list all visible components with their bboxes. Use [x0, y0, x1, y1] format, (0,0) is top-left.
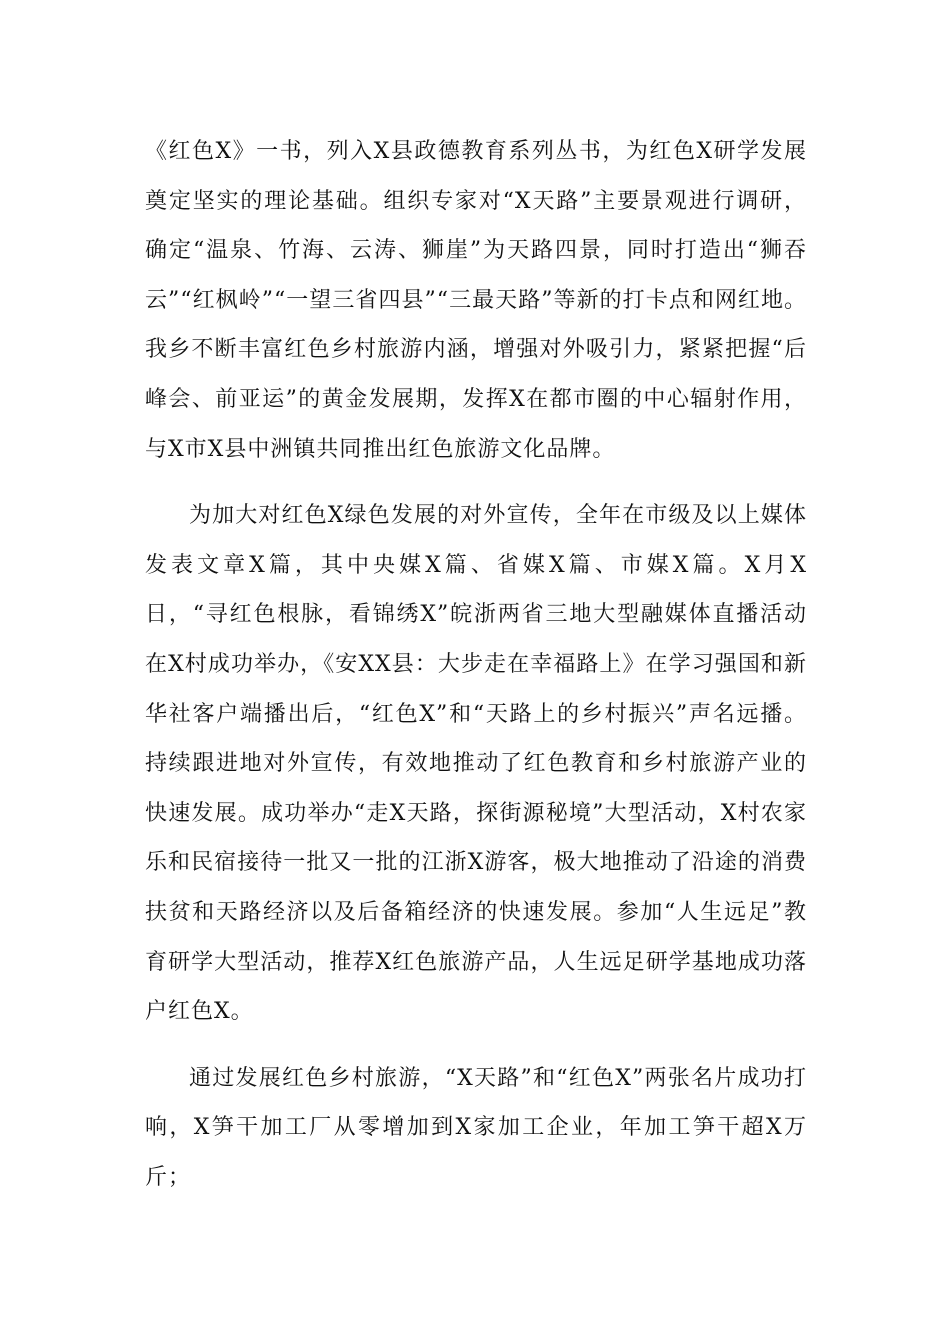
- paragraph-2: 为加大对红色X绿色发展的对外宣传，全年在市级及以上媒体发表文章X篇，其中央媒X篇、省媒X篇、市媒X篇。X月X日，“寻红色根脉，看锦绣X”皖浙两省三地大型融媒体直播活动在X村成功举办，《安XX县：大步走在幸福路上》在学习强国和新华社客户端播出后，“红色X”和“天路上的乡村振兴”声名远播。持续跟进地对外宣传，有效地推动了红色教育和乡村旅游产业的快速发展。成功举办“走X天路，探街源秘境”大型活动，X村农家乐和民宿接待一批又一批的江浙X游客，极大地推动了沿途的消费扶贫和天路经济以及后备箱经济的快速发展。参加“人生远足”教育研学大型活动，推荐X红色旅游产品，人生远足研学基地成功落户红色X。: [145, 503, 807, 1025]
- document-body: [145, 127, 807, 1202]
- paragraph-3: 通过发展红色乡村旅游，“X天路”和“红色X”两张名片成功打响，X笋干加工厂从零增加到X家加工企业，年加工笋干超X万斤；: [145, 1065, 807, 1190]
- paragraph-1: 《红色X》一书，列入X县政德教育系列丛书，为红色X研学发展奠定坚实的理论基础。组织专家对“X天路”主要景观进行调研，确定“温泉、竹海、云涛、狮崖”为天路四景，同时打造出“狮吞云”“红枫岭”“一望三省四县”“三最天路”等新的打卡点和网红地。我乡不断丰富红色乡村旅游内涵，增强对外吸引力，紧紧把握“后峰会、前亚运”的黄金发展期，发挥X在都市圈的中心辐射作用，与X市X县中洲镇共同推出红色旅游文化品牌。: [145, 139, 807, 462]
